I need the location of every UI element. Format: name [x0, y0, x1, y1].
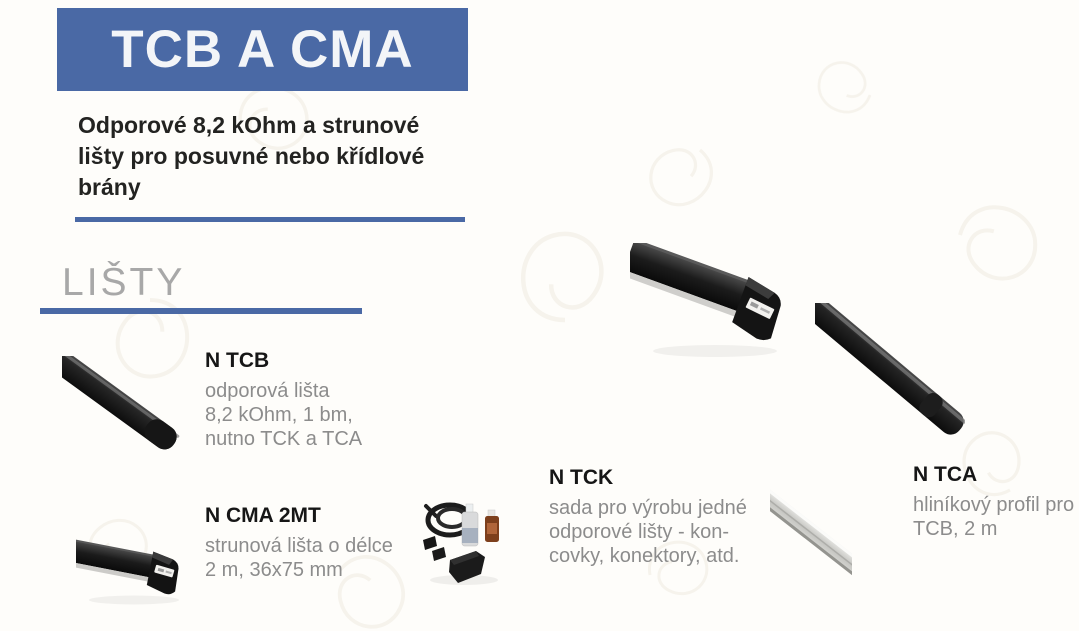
product-n-tca: [913, 463, 1074, 541]
description-line: 8,2 kOhm, 1 bm,: [205, 404, 353, 426]
product-n-cma-2mt: [205, 504, 393, 582]
tcb-rubber-strip-hero-photo: [815, 303, 965, 438]
description-line: TCB, 2 m: [913, 518, 998, 540]
description-line: odporové lišty - kon-: [549, 521, 730, 543]
description-line: 2 m, 36x75 mm: [205, 559, 343, 581]
description-line: sada pro výrobu jedné: [549, 497, 747, 519]
section-heading-rule: [40, 308, 362, 314]
subtitle-line: Odporové 8,2 kOhm a strunové: [78, 112, 420, 138]
description-line: strunová lišta o délce: [205, 535, 393, 557]
subtitle-line: lišty pro posuvné nebo křídlové: [78, 143, 425, 169]
black-rubber-edge-strip-photo: [62, 356, 182, 454]
product-name: N TCA: [913, 463, 978, 486]
page-subtitle: [78, 110, 498, 203]
description-line: hliníkový profil pro: [913, 494, 1075, 516]
product-n-tcb: [205, 349, 362, 451]
product-description: [913, 493, 1074, 541]
wire-edge-profile-endcap-photo: [76, 527, 191, 607]
aluminium-profile-bar-photo: [770, 486, 852, 581]
subtitle-divider-rule: [75, 217, 465, 222]
description-line: covky, konektory, atd.: [549, 545, 740, 567]
section-heading: LIŠTY: [62, 261, 186, 304]
product-n-tck: [549, 466, 747, 568]
title-banner: [57, 8, 468, 91]
product-description: [549, 496, 747, 568]
product-name: N TCK: [549, 466, 614, 489]
description-line: nutno TCK a TCA: [205, 428, 363, 450]
description-line: odporová lišta: [205, 380, 330, 402]
subtitle-line: brány: [78, 174, 141, 200]
cma-profile-with-endcap-hero-photo: [630, 243, 800, 361]
product-name: N TCB: [205, 349, 270, 372]
page-title: TCB A CMA: [111, 20, 414, 79]
product-name: N CMA 2MT: [205, 504, 321, 527]
product-description: [205, 534, 393, 582]
product-description: [205, 379, 362, 451]
assembly-kit-cable-bottles-endcaps-photo: [416, 490, 511, 587]
